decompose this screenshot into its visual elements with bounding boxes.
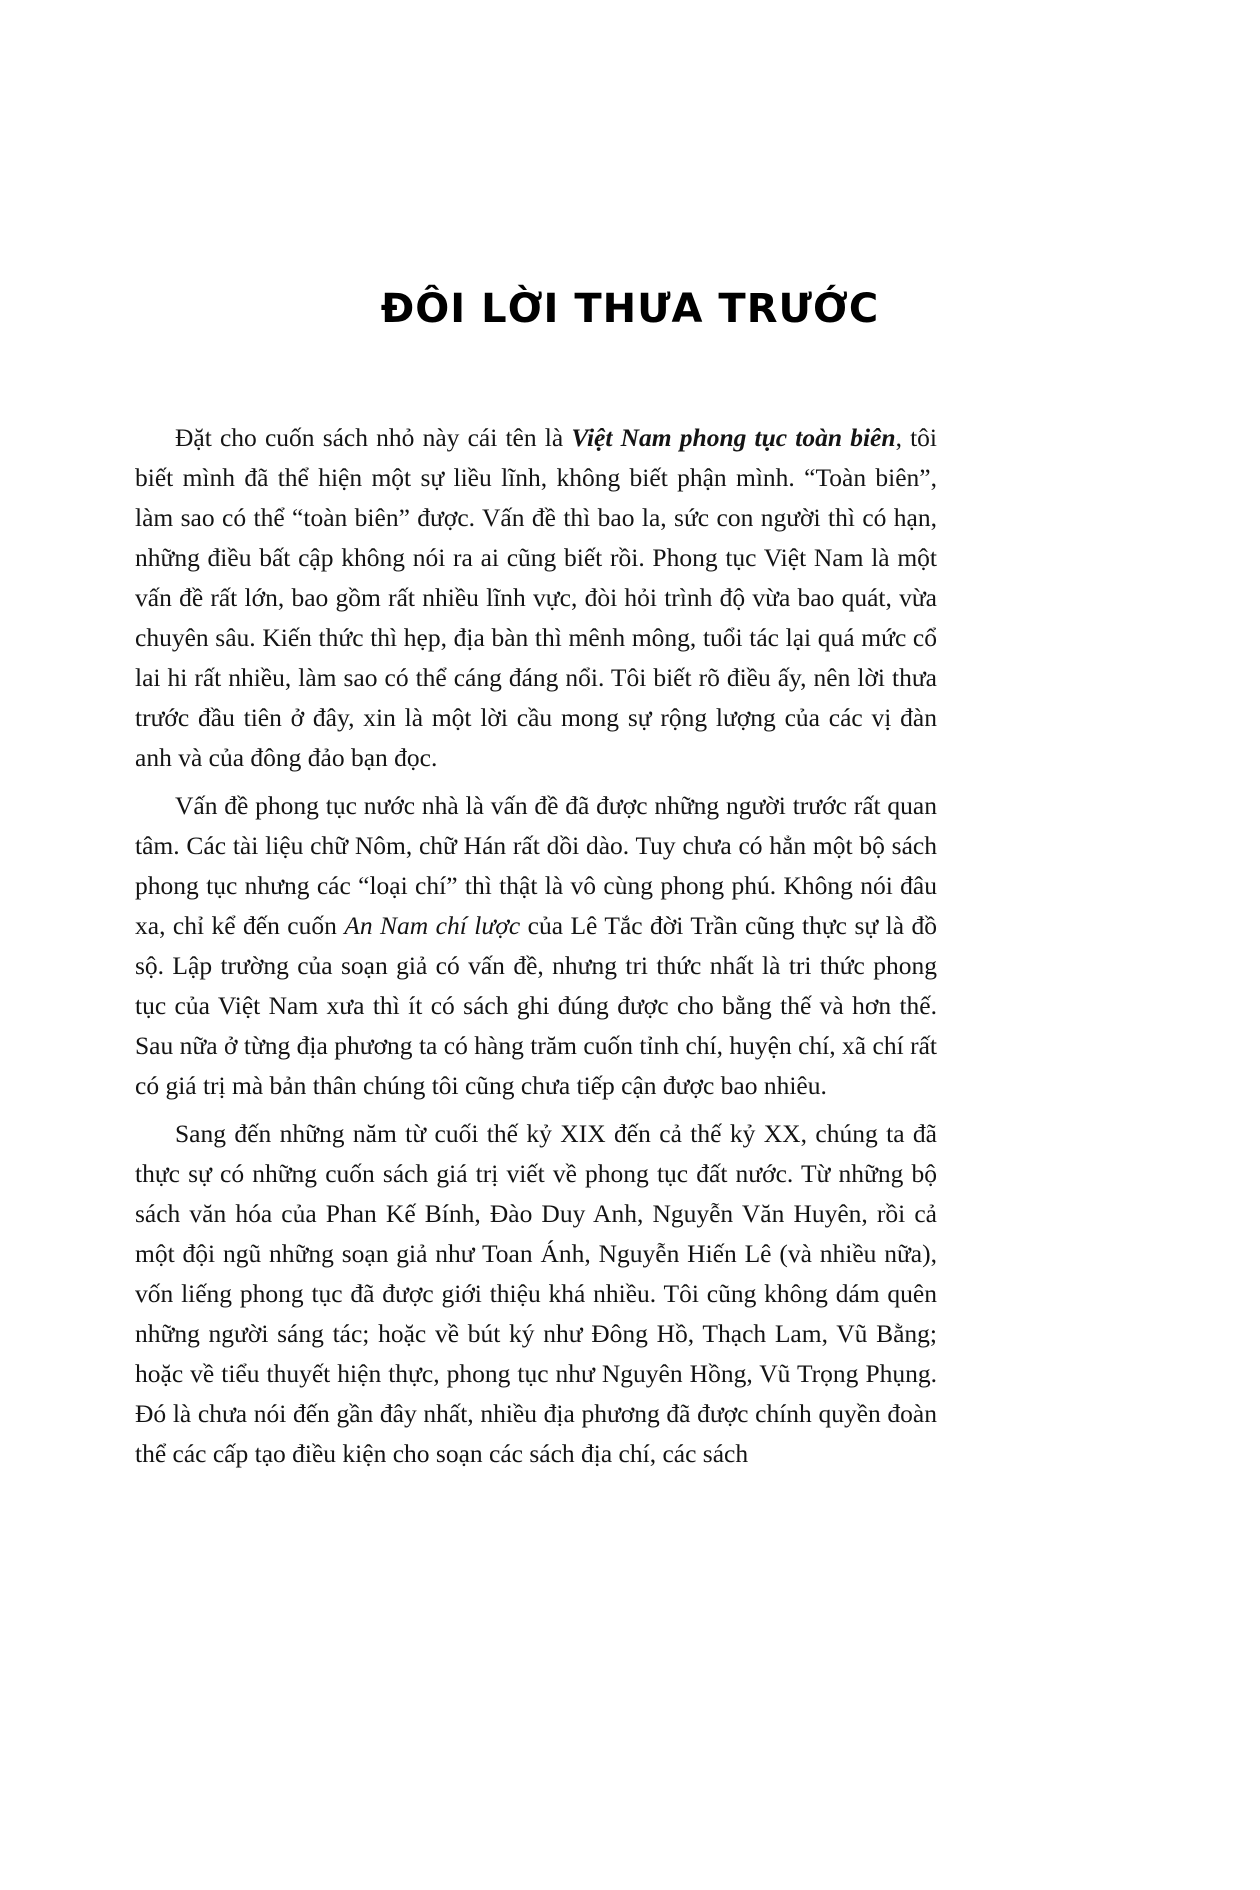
- text-segment: của Lê Tắc đời Trần cũng thực sự là đồ sộ. Lập trường của soạn giả có vấn đề, nhưng tri thức nhất là tri thức phong tục của Việt Nam xưa thì ít có sách ghi đúng được cho bằng thế và hơn thế. Sau nữa ở từng địa phương ta có hàng trăm cuốn tỉnh chí, huyện chí, xã chí rất có giá trị mà bản thân chúng tôi cũng chưa tiếp cận được bao nhiêu.: [135, 911, 937, 1100]
- page-title: ĐÔI LỜI THƯA TRƯỚC: [380, 286, 880, 332]
- body-text: [135, 418, 937, 1482]
- text-segment: Việt Nam phong tục toàn biên: [571, 423, 896, 452]
- text-segment: , tôi biết mình đã thể hiện một sự liều lĩnh, không biết phận mình. “Toàn biên”, làm sao có thể “toàn biên” được. Vấn đề thì bao la, sức con người thì có hạn, những điều bất cập không nói ra ai cũng biết rồi. Phong tục Việt Nam là một vấn đề rất lớn, bao gồm rất nhiều lĩnh vực, đòi hỏi trình độ vừa bao quát, vừa chuyên sâu. Kiến thức thì hẹp, địa bàn thì mênh mông, tuổi tác lại quá mức cổ lai hi rất nhiều, làm sao có thể cáng đáng nổi. Tôi biết rõ điều ấy, nên lời thưa trước đầu tiên ở đây, xin là một lời cầu mong sự rộng lượng của các vị đàn anh và của đông đảo bạn đọc.: [135, 423, 938, 772]
- text-segment: Vấn đề phong tục nước nhà là vấn đề đã được những người trước rất quan tâm. Các tài liệu chữ Nôm, chữ Hán rất dồi dào. Tuy chưa có hẳn một bộ sách phong tục nhưng các “loại chí” thì thật là vô cùng phong phú. Không nói đâu xa, chỉ kể đến cuốn: [135, 791, 937, 940]
- text-segment: An Nam chí lược: [344, 911, 521, 940]
- text-segment: Sang đến những năm từ cuối thế kỷ XIX đến cả thế kỷ XX, chúng ta đã thực sự có những cuốn sách giá trị viết về phong tục đất nước. Từ những bộ sách văn hóa của Phan Kế Bính, Đào Duy Anh, Nguyễn Văn Huyên, rồi cả một đội ngũ những soạn giả như Toan Ánh, Nguyễn Hiến Lê (và nhiều nữa), vốn liếng phong tục đã được giới thiệu khá nhiều. Tôi cũng không dám quên những người sáng tác; hoặc về bút ký như Đông Hồ, Thạch Lam, Vũ Bằng; hoặc về tiểu thuyết hiện thực, phong tục như Nguyên Hồng, Vũ Trọng Phụng. Đó là chưa nói đến gần đây nhất, nhiều địa phương đã được chính quyền đoàn thể các cấp tạo điều kiện cho soạn các sách địa chí, các sách: [135, 1119, 937, 1468]
- paragraph: [135, 418, 937, 778]
- paragraph: [135, 786, 937, 1106]
- text-segment: Đặt cho cuốn sách nhỏ này cái tên là: [175, 423, 572, 452]
- paragraph: [135, 1114, 937, 1474]
